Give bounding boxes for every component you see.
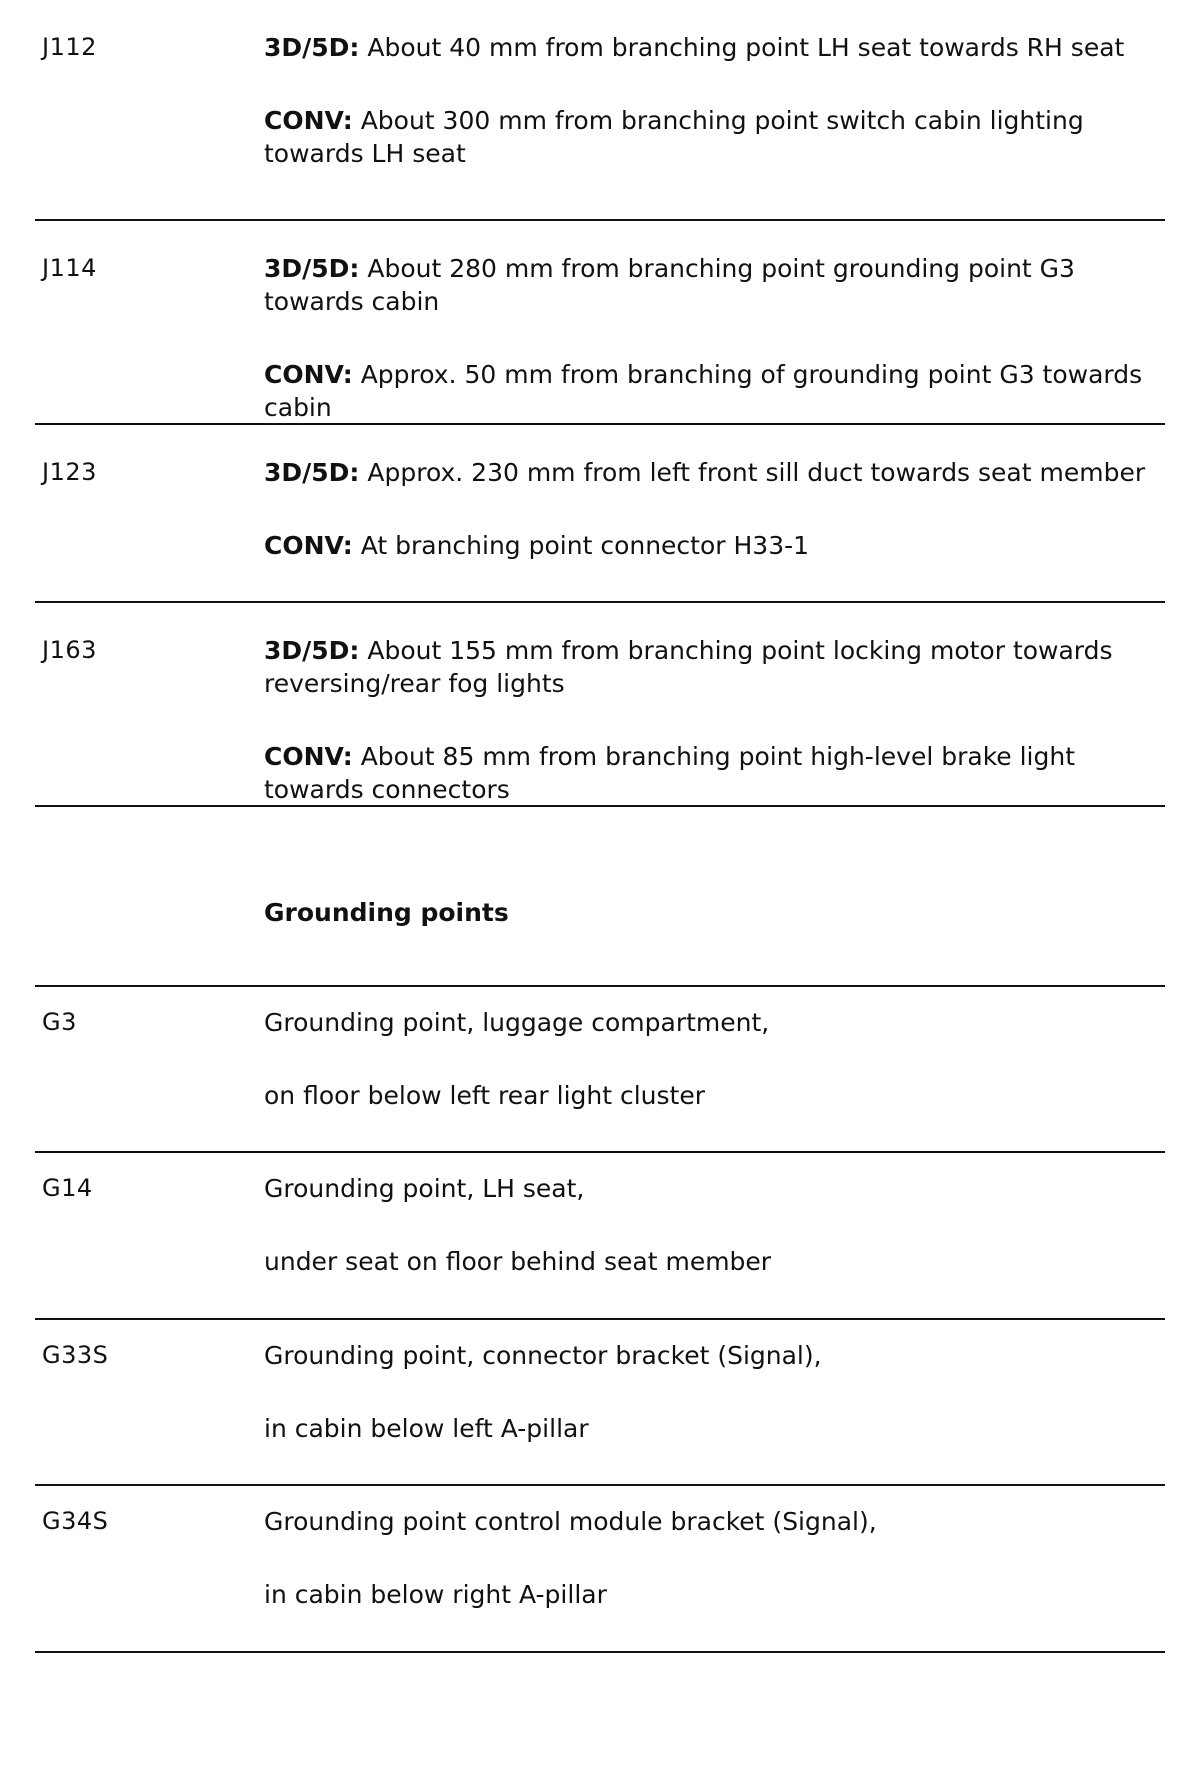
junction-description [264, 221, 1164, 424]
variant-3d5d-location [264, 456, 1164, 489]
grounding-code: G33S [42, 1341, 109, 1369]
junction-row-j123 [35, 425, 1165, 603]
variant-3d5d-location [264, 31, 1164, 64]
junction-description [264, 0, 1164, 170]
variant-3d5d-location [264, 252, 1164, 318]
grounding-description [264, 1486, 1164, 1611]
junction-row-j112 [35, 0, 1165, 221]
grounding-row-g33s [35, 1320, 1165, 1486]
junction-code: J114 [42, 254, 97, 282]
grounding-location: in cabin below right A-pillar [264, 1580, 607, 1609]
junction-code: J112 [42, 33, 97, 61]
variant-label: 3D/5D: [264, 636, 360, 665]
junction-code: J163 [42, 636, 97, 664]
variant-label: CONV: [264, 531, 353, 560]
location-text: About 40 mm from branching point LH seat towards RH seat [359, 33, 1125, 62]
variant-conv-location [264, 529, 1164, 562]
location-text: About 155 mm from branching point locking motor towards reversing/rear fog lights [264, 636, 1113, 698]
variant-conv-location [264, 740, 1164, 806]
grounding-description [264, 1320, 1164, 1445]
variant-conv-location [264, 358, 1164, 424]
grounding-name: Grounding point, LH seat, [264, 1174, 585, 1203]
variant-label: 3D/5D: [264, 33, 360, 62]
grounding-row-g34s [35, 1486, 1165, 1653]
grounding-row-g14 [35, 1153, 1165, 1320]
variant-label: CONV: [264, 106, 353, 135]
junction-description [264, 425, 1164, 562]
grounding-code: G3 [42, 1008, 77, 1036]
location-text: About 300 mm from branching point switch cabin lighting towards LH seat [264, 106, 1084, 168]
junction-description [264, 603, 1164, 806]
document-page [35, 0, 1165, 1653]
variant-conv-location [264, 104, 1164, 170]
location-text: Approx. 230 mm from left front sill duct towards seat member [359, 458, 1146, 487]
variant-3d5d-location [264, 634, 1164, 700]
variant-label: CONV: [264, 360, 353, 389]
location-text: About 85 mm from branching point high-level brake light towards connectors [264, 742, 1076, 804]
junction-row-j114 [35, 221, 1165, 425]
grounding-location: on floor below left rear light cluster [264, 1081, 706, 1110]
grounding-name: Grounding point control module bracket (Signal), [264, 1507, 877, 1536]
junction-code: J123 [42, 458, 97, 486]
location-text: Approx. 50 mm from branching of grounding point G3 towards cabin [264, 360, 1143, 422]
grounding-name: Grounding point, connector bracket (Signal), [264, 1341, 822, 1370]
grounding-description [264, 1153, 1164, 1278]
grounding-points-section [35, 807, 1165, 987]
junction-row-j163 [35, 603, 1165, 807]
variant-label: 3D/5D: [264, 458, 360, 487]
grounding-code: G14 [42, 1174, 93, 1202]
variant-label: 3D/5D: [264, 254, 360, 283]
location-text: About 280 mm from branching point grounding point G3 towards cabin [264, 254, 1075, 316]
grounding-name: Grounding point, luggage compartment, [264, 1008, 770, 1037]
grounding-location: under seat on floor behind seat member [264, 1247, 772, 1276]
grounding-row-g3 [35, 987, 1165, 1153]
grounding-description [264, 987, 1164, 1112]
location-text: At branching point connector H33-1 [352, 531, 810, 560]
variant-label: CONV: [264, 742, 353, 771]
section-heading: Grounding points [264, 898, 509, 927]
grounding-code: G34S [42, 1507, 109, 1535]
grounding-location: in cabin below left A-pillar [264, 1414, 589, 1443]
